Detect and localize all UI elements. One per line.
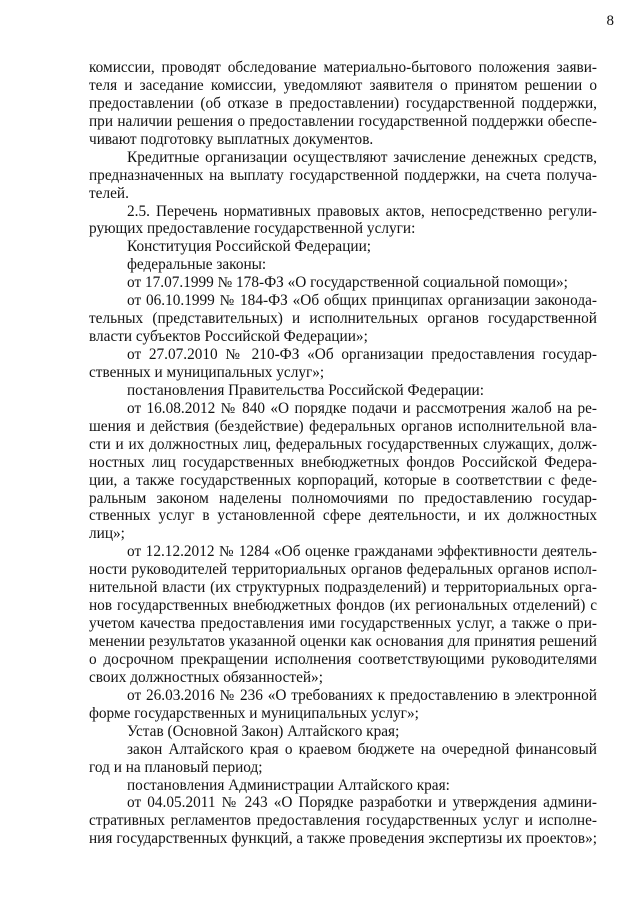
text-line: от 04.05.2011 № 243 «О Порядке разработки и утверждения админи- <box>127 794 597 812</box>
text-line: комиссии, проводят обследование материально-бытового положения заяви- <box>89 59 597 76</box>
text-line: предоставлении (об отказе в предоставлении) государственной поддержки, <box>89 94 597 112</box>
text-line: закон Алтайского края о краевом бюджете на очередной финансовый <box>127 740 597 758</box>
text-line: от 12.12.2012 № 1284 «Об оценке гражданами эффективности деятель- <box>127 543 597 561</box>
text-line: стративных регламентов предоставления государственных услуг и исполне- <box>89 812 597 830</box>
document-body <box>89 59 597 848</box>
text-line: постановления Администрации Алтайского края: <box>127 776 450 794</box>
text-line: постановления Правительства Российской Федерации: <box>127 381 484 399</box>
text-line: сти и их должностных лиц, федеральных государственных служащих, долж- <box>89 435 597 453</box>
text-line: нительной власти (их структурных подразделений) и территориальных орга- <box>89 579 597 597</box>
text-line: год и на плановый период; <box>89 758 263 776</box>
text-line: ральным законом наделены полномочиями по предоставлению государ- <box>89 489 597 507</box>
text-line: ностных лиц государственных внебюджетных фондов Российской Федера- <box>89 453 597 471</box>
text-line: от 06.10.1999 № 184-ФЗ «Об общих принципах организации законода- <box>127 292 597 310</box>
text-line: учетом качества предоставления ими государственных услуг, а также о при- <box>89 615 597 633</box>
text-line: менении результатов указанной оценки как основания для принятия решений <box>89 633 597 650</box>
text-line: шения и действия (бездействие) федеральных органов исполнительной вла- <box>89 417 597 435</box>
text-line: о досрочном прекращении исполнения соответствующими руководителями <box>89 650 597 668</box>
text-line: Конституция Российской Федерации; <box>127 238 372 256</box>
text-line: федеральные законы: <box>127 256 267 274</box>
text-line: от 26.03.2016 № 236 «О требованиях к предоставлению в электронной <box>127 686 597 704</box>
text-line: Кредитные организации осуществляют зачисление денежных средств, <box>127 148 597 166</box>
text-line: телей. <box>89 184 129 202</box>
text-line: от 27.07.2010 № 210-ФЗ «Об организации предоставления государ- <box>127 346 597 363</box>
text-line: лиц»; <box>89 525 125 543</box>
text-line: ния государственных функций, а также проведения экспертизы их проектов»; <box>89 830 597 848</box>
text-line: рующих предоставление государственной услуги: <box>89 220 416 238</box>
text-line: от 17.07.1999 № 178-ФЗ «О государственной социальной помощи»; <box>127 274 568 292</box>
text-line: ственных и муниципальных услуг»; <box>89 363 325 381</box>
text-line: предназначенных на выплату государственной поддержки, на счета получа- <box>89 166 597 184</box>
text-line: 2.5. Перечень нормативных правовых актов, непосредственно регули- <box>127 202 597 220</box>
text-line: форме государственных и муниципальных услуг»; <box>89 704 419 722</box>
text-line: Устав (Основной Закон) Алтайского края; <box>127 722 400 740</box>
text-line: ции, а также государственных корпораций, которые в соответствии с феде- <box>89 471 597 489</box>
text-line: своих должностных обязанностей»; <box>89 668 323 686</box>
text-line: власти субъектов Российской Федерации»; <box>89 328 368 346</box>
text-line: ности руководителей территориальных органов федеральных органов испол- <box>89 561 597 579</box>
text-line: ственных услуг в установленной сфере деятельности, и их должностных <box>89 507 597 525</box>
text-line: при наличии решения о предоставлении государственной поддержки обеспе- <box>89 112 597 130</box>
text-line: нов государственных внебюджетных фондов (их региональных отделений) с <box>89 597 597 615</box>
text-line: от 16.08.2012 № 840 «О порядке подачи и рассмотрения жалоб на ре- <box>127 399 597 417</box>
text-line: чивают подготовку выплатных документов. <box>89 130 374 148</box>
text-line: тельных (представительных) и исполнительных органов государственной <box>89 310 597 328</box>
text-line: теля и заседание комиссии, уведомляют заявителя о принятом решении о <box>89 76 597 94</box>
page-number: 8 <box>606 13 614 29</box>
